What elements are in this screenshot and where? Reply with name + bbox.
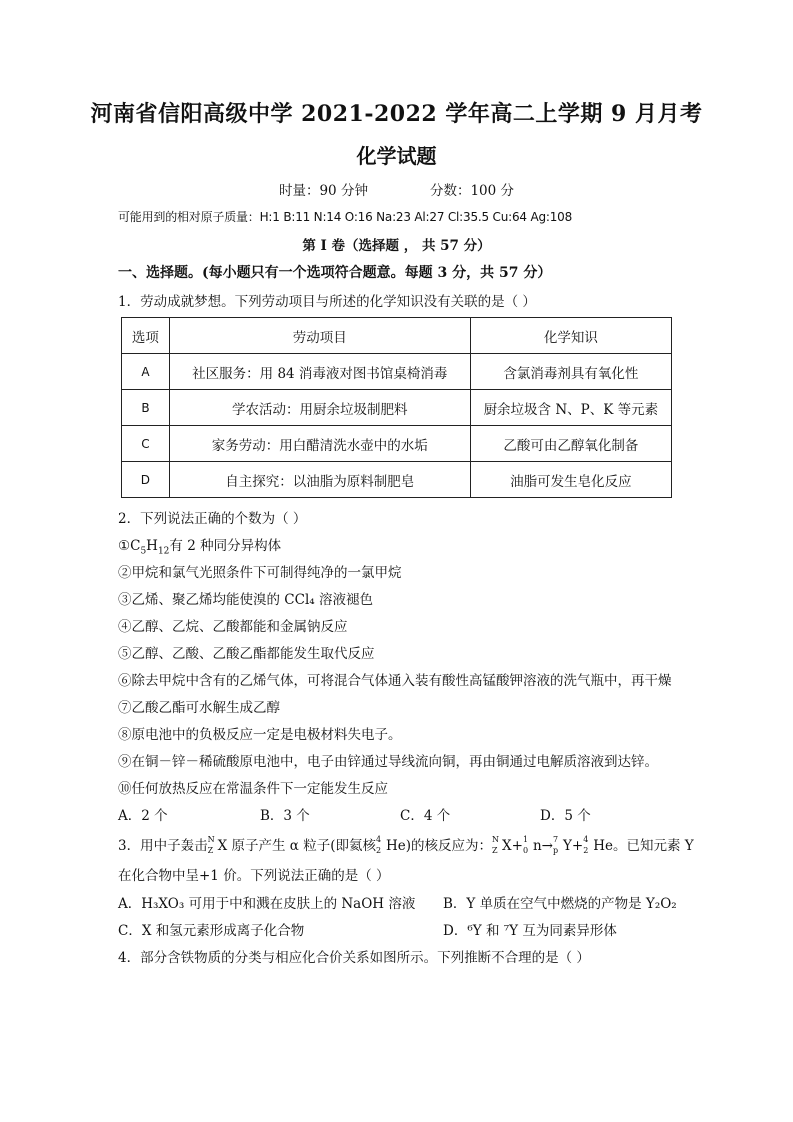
q1-table	[121, 317, 672, 498]
table-cell: 家务劳动：用白醋清洗水壶中的水垢	[169, 426, 470, 462]
table-cell: D	[122, 462, 170, 498]
isotope-bottom: 2	[375, 845, 382, 855]
section-title: 第 I 卷（选择题 ， 共 57 分）	[302, 238, 491, 254]
exam-title: 河南省信阳高级中学 2021-2022 学年高二上学期 9 月月考	[90, 101, 703, 127]
table-cell: B	[122, 390, 170, 426]
isotope-bottom: 2	[583, 845, 589, 855]
q1-stem: 1．劳动成就梦想。下列劳动项目与所述的化学知识没有关联的是（ ）	[118, 294, 536, 310]
isotope-bottom: 0	[522, 845, 529, 855]
q2-item: ⑦乙酸乙酯可水解生成乙醇	[118, 700, 280, 716]
q3-text: He)的核反应为：	[385, 838, 492, 854]
part-one-title: 一、选择题。(每小题只有一个选项符合题意。每题 3 分，共 57 分）	[118, 265, 552, 281]
table-cell: C	[122, 426, 170, 462]
exam-meta	[0, 179, 793, 199]
q2-item-text: ①C	[118, 538, 141, 554]
q2-item: ⑨在铜－锌－稀硫酸原电池中，电子由锌通过导线流向铜，再由铜通过电解质溶液到达锌。	[118, 754, 658, 770]
isotope-top: N	[207, 834, 215, 844]
isotope-top: 7	[552, 834, 559, 844]
q2-item-text: 有 2 种同分异构体	[169, 538, 282, 554]
q3-stem	[118, 834, 694, 854]
isotope-notation	[552, 834, 563, 855]
isotope-notation	[492, 834, 502, 855]
time-label: 时量：90 分钟	[278, 183, 368, 199]
q3-stem-line2: 在化合物中呈+1 价。下列说法正确的是（ ）	[118, 868, 390, 884]
table-header-row	[122, 318, 672, 354]
isotope-bottom: p	[552, 845, 559, 855]
q3-option-b: B．Y 单质在空气中燃烧的产物是 Y₂O₂	[443, 896, 677, 912]
q2-item: ④乙醇、乙烷、乙酸都能和金属钠反应	[118, 619, 348, 635]
table-header-cell: 劳动项目	[169, 318, 470, 354]
q3-text: n→	[532, 838, 553, 854]
q4-stem: 4．部分含铁物质的分类与相应化合价关系如图所示。下列推断不合理的是（ ）	[118, 950, 590, 966]
table-row	[122, 462, 672, 498]
q3-text: Y+	[562, 838, 584, 854]
table-header-cell: 化学知识	[470, 318, 671, 354]
table-cell: 乙酸可由乙醇氧化制备	[470, 426, 671, 462]
q2-option-d: D．5 个	[540, 808, 591, 824]
q2-option-c: C．4 个	[400, 808, 451, 824]
table-cell: 含氯消毒剂具有氧化性	[470, 354, 671, 390]
isotope-top: 4	[375, 834, 382, 844]
score-label: 分数：100 分	[429, 183, 515, 199]
q2-item-sub: 12	[157, 546, 170, 557]
table-header-cell: 选项	[122, 318, 170, 354]
table-row	[122, 390, 672, 426]
isotope-notation	[207, 834, 218, 855]
q3-option-d: D．⁶Y 和 ⁷Y 互为同素异形体	[443, 923, 617, 939]
atomic-masses: 可能用到的相对原子质量：H:1 B:11 N:14 O:16 Na:23 Al:27 Cl:35.5 Cu:64 Ag:108	[118, 210, 573, 224]
q2-item	[118, 534, 281, 557]
q3-option-c: C．X 和氢元素形成离子化合物	[118, 923, 305, 939]
q2-item: ⑧原电池中的负极反应一定是电极材料失电子。	[118, 727, 402, 743]
table-row	[122, 354, 672, 390]
q2-item-sub: 5	[140, 546, 147, 557]
isotope-bottom: Z	[207, 845, 214, 855]
table-row	[122, 426, 672, 462]
isotope-bottom: Z	[492, 845, 498, 855]
q2-item: ⑥除去甲烷中含有的乙烯气体，可将混合气体通入装有酸性高锰酸钾溶液的洗气瓶中，再干燥	[118, 673, 672, 689]
isotope-notation	[522, 834, 533, 855]
table-cell: 学农活动：用厨余垃圾制肥料	[169, 390, 470, 426]
exam-subtitle: 化学试题	[356, 144, 437, 168]
q3-text: He。已知元素 Y	[593, 838, 694, 854]
q2-stem: 2．下列说法正确的个数为（ ）	[118, 511, 307, 527]
q2-option-a: A．2 个	[118, 808, 168, 824]
isotope-notation	[375, 834, 386, 855]
q2-item: ②甲烷和氯气光照条件下可制得纯净的一氯甲烷	[118, 565, 402, 581]
q2-item: ③乙烯、聚乙烯均能使溴的 CCl₄ 溶液褪色	[118, 592, 373, 608]
q2-item: ⑤乙醇、乙酸、乙酸乙酯都能发生取代反应	[118, 646, 375, 662]
isotope-top: N	[492, 834, 499, 844]
q2-item-text: H	[146, 538, 158, 554]
table-cell: A	[122, 354, 170, 390]
q3-text: 3．用中子轰击	[118, 838, 208, 854]
table-cell: 厨余垃圾含 N、P、K 等元素	[470, 390, 671, 426]
isotope-top: 1	[522, 834, 529, 844]
q3-text: X+	[502, 838, 523, 854]
q3-option-a: A．H₃XO₃ 可用于中和溅在皮肤上的 NaOH 溶液	[118, 896, 416, 912]
table-cell: 社区服务：用 84 消毒液对图书馆桌椅消毒	[169, 354, 470, 390]
table-cell: 自主探究：以油脂为原料制肥皂	[169, 462, 470, 498]
isotope-notation	[583, 834, 593, 855]
table-cell: 油脂可发生皂化反应	[470, 462, 671, 498]
q3-text: X 原子产生 α 粒子(即氦核	[217, 838, 376, 854]
isotope-top: 4	[583, 834, 589, 844]
q2-option-b: B．3 个	[260, 808, 310, 824]
q2-item: ⑩任何放热反应在常温条件下一定能发生反应	[118, 781, 388, 797]
